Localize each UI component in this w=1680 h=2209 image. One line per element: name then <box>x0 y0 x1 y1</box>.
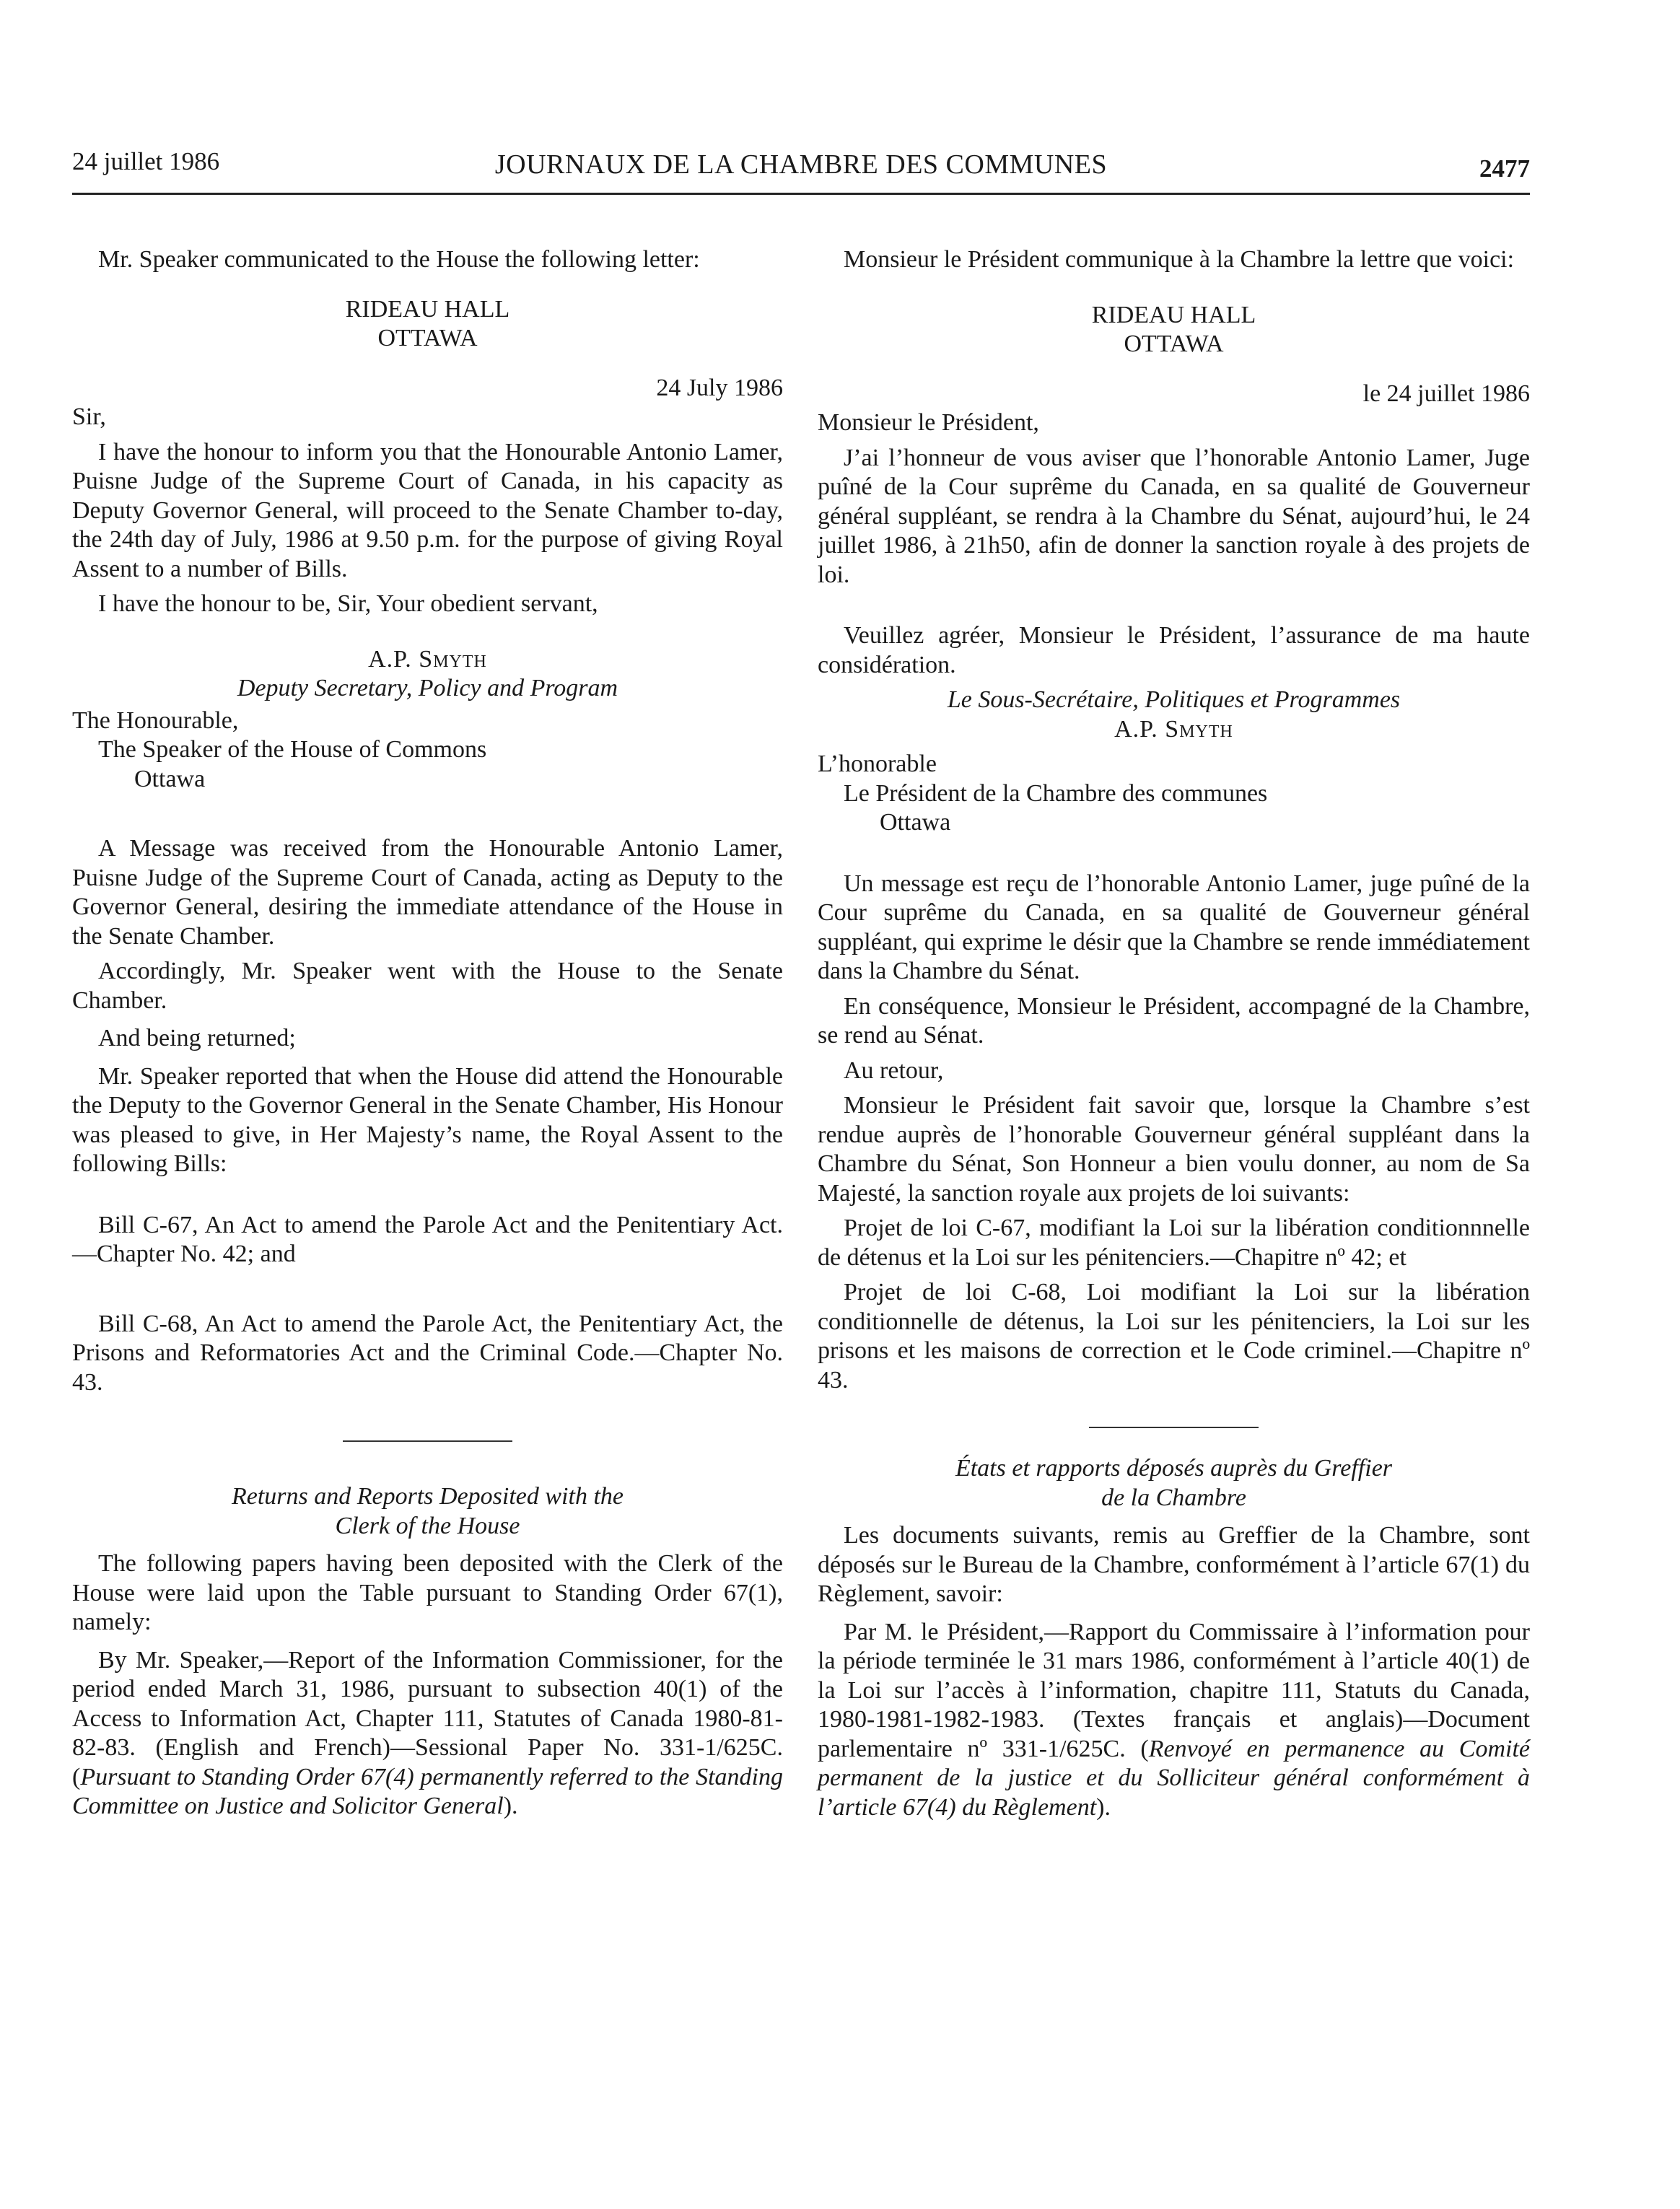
french-column <box>818 245 1530 1822</box>
recipient-line2: The Speaker of the House of Commons <box>98 736 487 763</box>
returns-intro: The following papers having been deposited with the Clerk of the House were laid upon the Table pursuant to Standing Order 67(1), namely: <box>72 1550 783 1635</box>
recipient-line1-fr: L’honorable <box>818 751 937 777</box>
report-referral-fr: Renvoyé en permanence au Comité permanent de la justice et du Solliciteur général conformément à l’article 67(4) du Règlement <box>818 1735 1530 1821</box>
report-end-fr: ). <box>1096 1793 1111 1821</box>
returned-paragraph-fr: Au retour, <box>844 1057 944 1084</box>
header-rule <box>72 193 1530 195</box>
letter-signer-title: Deputy Secretary, Policy and Program <box>237 675 618 701</box>
letter-signer: A.P. Smyth <box>368 645 487 673</box>
speaker-communication: Mr. Speaker communicated to the House the following letter: <box>98 246 700 273</box>
information-commissioner-report <box>72 1646 783 1821</box>
letter-address-line1-fr: RIDEAU HALL <box>1091 301 1256 328</box>
speaker-communication-fr: Monsieur le Président communique à la Chambre la lettre que voici: <box>844 246 1515 273</box>
report-referral: Pursuant to Standing Order 67(4) permanently referred to the Standing Committee on Justice and Solicitor General <box>72 1763 783 1819</box>
report-text: By Mr. Speaker,—Report of the Information Commissioner, for the period ended March 31, 1986, pursuant to subsection 40(1) of the Access to Information Act, Chapter 111, Statutes of Canada 1980-81-82-83. (English and French)—Sessional Paper No. 331-1/625C. ( <box>72 1646 783 1790</box>
running-header <box>72 144 1530 195</box>
information-commissioner-report-fr <box>818 1618 1530 1823</box>
letter-address-line2: OTTAWA <box>377 325 478 351</box>
bill-c67-fr: Projet de loi C-67, modifiant la Loi sur la libération conditionnnelle de détenus et la Loi sur les pénitenciers.—Chapitre nº 42; et <box>818 1215 1530 1271</box>
returns-heading-line1-fr: États et rapports déposés auprès du Greffier <box>955 1455 1393 1482</box>
royal-assent-paragraph: Mr. Speaker reported that when the House did attend the Honourable the Deputy to the Governor General in the Senate Chamber, His Honour was pleased to give, in Her Majesty’s name, the Royal Assent to the following Bills: <box>72 1062 783 1177</box>
bill-c68-fr: Projet de loi C-68, Loi modifiant la Loi sur la libération conditionnelle de détenus, la Loi sur les pénitenciers, la Loi sur les prisons et les maisons de correction et le Code criminel.—Chapitre nº 43. <box>818 1279 1530 1394</box>
letter-date: 24 July 1986 <box>656 374 783 401</box>
letter-salutation-fr: Monsieur le Président, <box>818 409 1039 436</box>
letter-salutation: Sir, <box>72 403 106 430</box>
letter-body: I have the honour to inform you that the Honourable Antonio Lamer, Puisne Judge of the Supreme Court of Canada, in his capacity as Deputy Governor General, will proceed to the Senate Chamber to-day, the 24th day of July, 1986 at 9.50 p.m. for the purpose of giving Royal Assent to a number of Bills. <box>72 438 783 582</box>
header-date: 24 juillet 1986 <box>72 147 220 175</box>
returns-heading-line2-fr: de la Chambre <box>1101 1484 1246 1511</box>
recipient-line3-fr: Ottawa <box>880 809 951 836</box>
accordingly-paragraph-fr: En conséquence, Monsieur le Président, accompagné de la Chambre, se rend au Sénat. <box>818 992 1530 1049</box>
letter-address-line2-fr: OTTAWA <box>1124 331 1224 357</box>
letter-signer-fr: A.P. Smyth <box>1114 715 1233 743</box>
report-text-fr: Par M. le Président,—Rapport du Commissaire à l’information pour la période terminée le 31 mars 1986, conformément à l’article 40(1) de la Loi sur l’accès à l’information, chapitre 111, Statuts du Canada, 1980-1981-1982-1983. (Textes français et anglais)—Document parlementaire nº 331-1/625C. ( <box>818 1618 1530 1762</box>
royal-assent-paragraph-fr: Monsieur le Président fait savoir que, lorsque la Chambre s’est rendue auprès de l’honorable Gouverneur général suppléant dans la Chambre du Sénat, Son Honneur a bien voulu donner, au nom de Sa Majesté, la sanction royale aux projets de loi suivants: <box>818 1092 1530 1207</box>
message-paragraph: A Message was received from the Honourable Antonio Lamer, Puisne Judge of the Supreme Court of Canada, acting as Deputy to the Governor General, desiring the immediate attendance of the House in the Senate Chamber. <box>72 835 783 950</box>
recipient-line1: The Honourable, <box>72 707 239 734</box>
letter-date-fr: le 24 juillet 1986 <box>1362 380 1530 407</box>
accordingly-paragraph: Accordingly, Mr. Speaker went with the House to the Senate Chamber. <box>72 958 783 1014</box>
page-number: 2477 <box>1479 154 1530 183</box>
returned-paragraph: And being returned; <box>98 1025 296 1051</box>
report-end: ). <box>503 1793 518 1819</box>
letter-closing: I have the honour to be, Sir, Your obedient servant, <box>98 590 598 617</box>
header-title: JOURNAUX DE LA CHAMBRE DES COMMUNES <box>494 149 1108 180</box>
recipient-line3: Ottawa <box>134 765 206 792</box>
returns-heading-line1: Returns and Reports Deposited with the <box>231 1483 624 1510</box>
message-paragraph-fr: Un message est reçu de l’honorable Antonio Lamer, juge puîné de la Cour suprême du Canada, en sa qualité de Gouverneur général suppléant, qui exprime le désir que la Chambre se rende immédiatement dans la Chambre du Sénat. <box>818 870 1530 984</box>
letter-body-fr: J’ai l’honneur de vous aviser que l’honorable Antonio Lamer, Juge puîné de la Cour suprême du Canada, en sa qualité de Gouverneur général suppléant, se rendra à la Chambre du Sénat, aujourd’hui, le 24 juillet 1986, à 21h50, afin de donner la sanction royale à des projets de loi. <box>818 444 1530 588</box>
returns-intro-fr: Les documents suivants, remis au Greffier de la Chambre, sont déposés sur le Bureau de la Chambre, conformément à l’article 67(1) du Règlement, savoir: <box>818 1522 1530 1607</box>
returns-heading-line2: Clerk of the House <box>335 1512 520 1539</box>
letter-closing-fr: Veuillez agréer, Monsieur le Président, l’assurance de ma haute considération. <box>818 622 1530 678</box>
bill-c68: Bill C-68, An Act to amend the Parole Act, the Penitentiary Act, the Prisons and Reformatories Act and the Criminal Code.—Chapter No. 43. <box>72 1310 783 1396</box>
letter-address-line1: RIDEAU HALL <box>345 295 510 323</box>
bill-c67: Bill C-67, An Act to amend the Parole Act and the Penitentiary Act.—Chapter No. 42; and <box>72 1211 783 1267</box>
english-column <box>72 245 783 1821</box>
recipient-line2-fr: Le Président de la Chambre des communes <box>844 779 1268 807</box>
letter-signer-title-fr: Le Sous-Secrétaire, Politiques et Programmes <box>947 686 1401 713</box>
